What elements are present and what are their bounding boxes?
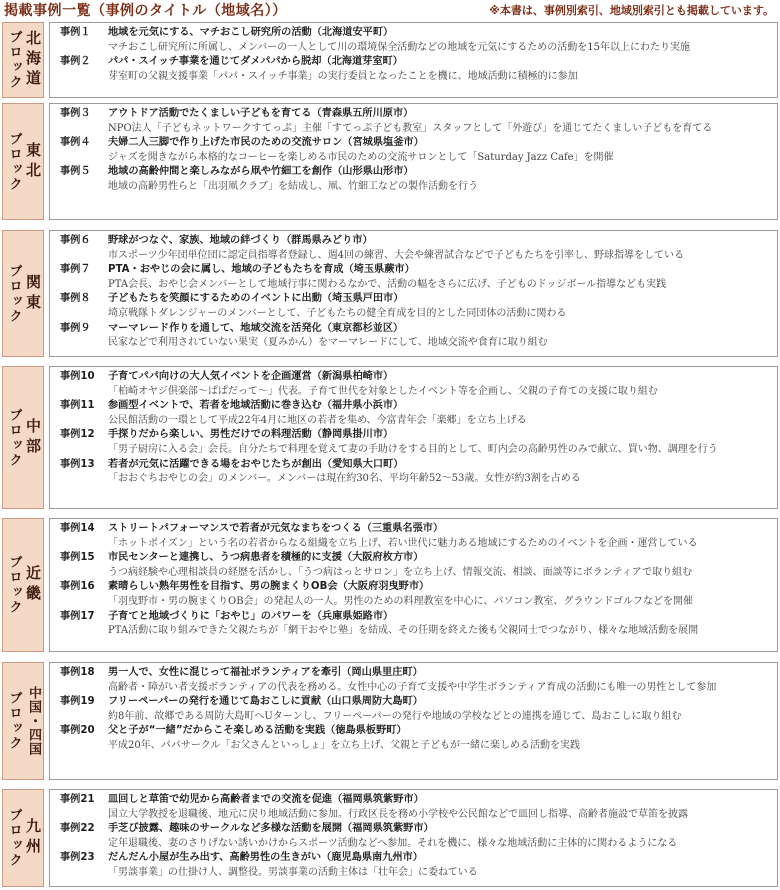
case-title: 男一人で、女性に混じって福祉ボランティアを牽引（岡山県里庄町）: [108, 667, 423, 678]
case-item: [60, 458, 773, 487]
case-heading: [60, 55, 773, 70]
case-title: ストリートパフォーマンスで若者が元気なまちをつくる（三重県名張市）: [108, 523, 444, 534]
block-region-name: 関東: [24, 273, 42, 314]
case-number: 事例20: [60, 725, 95, 737]
case-item: [60, 522, 773, 551]
case-number: 事例10: [60, 371, 95, 382]
case-number: 事例４: [60, 137, 91, 149]
case-description: 地域の高齢男性らと「出羽凧クラブ」を結成し、凧、竹細工などの製作活動を行う: [108, 180, 478, 192]
case-heading: [60, 263, 773, 278]
case-list: [49, 662, 778, 780]
case-title: 子育てと地域づくりに「おやじ」のパワーを（兵庫県姫路市）: [108, 610, 394, 622]
case-title: マーマレード作りを通して、地域交流を活発化（東京都杉並区）: [108, 322, 404, 334]
block-label-word: [5, 790, 23, 886]
block-label: [2, 518, 44, 652]
case-number: 事例１: [60, 27, 91, 38]
case-heading: [60, 458, 773, 473]
block-label-word-text: ブロック: [6, 263, 22, 324]
case-heading: [60, 724, 773, 739]
case-description: 定年退職後、妻のさりげない誘いかけからスポーツ活動などへ参加。それを機に、様々な地域活動に主体的に関わるようになる: [108, 837, 678, 849]
case-title: 夫婦二人三脚で作り上げた市民のための交流サロン（宮城県塩釜市）: [108, 137, 424, 149]
case-heading: [60, 522, 773, 537]
block-chugoku-shikoku: [2, 662, 778, 780]
block-label: [2, 366, 44, 509]
case-list: [49, 22, 778, 98]
case-description: 「柏崎オヤジ倶楽部～ぱぱだって～」代表。子育て世代を対象としたイベント等を企画し、父親の子育ての支援に取り組む: [108, 385, 658, 397]
case-number: 事例13: [60, 458, 95, 470]
case-heading: [60, 234, 773, 249]
case-description: 市スポーツ少年団単位団に認定員指導者登録し、週4回の練習、大会や練習試合などで子どもたちを引率し、野球指導をしている: [108, 249, 684, 261]
case-title: 子育てパパ向けの大人気イベントを企画運営（新潟県柏崎市）: [108, 371, 394, 382]
case-list: [49, 518, 778, 652]
case-item: [60, 428, 773, 457]
case-item: [60, 292, 773, 321]
case-item: [60, 107, 773, 136]
case-description: 芽室町の父親支援事業「パパ・スイッチ事業」の実行委員となったことを機に、地域活動に積極的に参加: [108, 70, 578, 82]
case-title: 子どもたちを笑顔にするためのイベントに出動（埼玉県戸田市）: [108, 293, 404, 305]
block-region-name: 東北: [24, 141, 42, 182]
block-label-region: [24, 104, 43, 219]
case-title: 野球がつなぐ、家族、地域の絆づくり（群馬県みどり市）: [108, 235, 373, 246]
block-label-word-text: ブロック: [6, 30, 22, 90]
block-label-word: [5, 231, 23, 356]
case-number: 事例16: [60, 581, 95, 593]
case-heading: [60, 580, 773, 595]
block-chubu: [2, 366, 778, 509]
case-title: 参画型イベントで、若者を地域活動に巻き込む（福井県小浜市）: [108, 400, 404, 412]
block-label: [2, 662, 44, 780]
block-region-name: 九州: [24, 818, 42, 858]
case-item: [60, 793, 773, 822]
case-list: [49, 366, 778, 509]
block-tohoku: [2, 103, 778, 220]
case-heading: [60, 107, 773, 122]
case-item: [60, 822, 773, 851]
case-title: だんだん小屋が生み出す、高齢男性の生きがい（鹿児島県南九州市）: [108, 852, 423, 864]
block-hokkaido: [2, 22, 778, 98]
block-label: [2, 789, 44, 887]
case-heading: [60, 822, 773, 837]
case-title: 市民センターと連携し、うつ病患者を積極的に支援（大阪府枚方市）: [108, 552, 424, 564]
case-title: パパ・スイッチ事業を通じてダメパパから脱却（北海道芽室町）: [108, 56, 403, 68]
case-title: PTA・おやじの会に属し、地域の子どもたちを育成（埼玉県蕨市）: [108, 264, 415, 276]
case-description: NPO法人「子どもネットワークすてっぷ」主催「すてっぷ子ども教室」スタッフとして「外遊び」を通じてたくましい子どもを育てる: [108, 122, 713, 134]
case-heading: [60, 793, 773, 808]
case-list: [49, 103, 778, 220]
case-title: 父と子が“一緒”だからこそ楽しめる活動を実践（徳島県板野町）: [108, 725, 407, 737]
case-title: 地域を元気にする、マチおこし研究所の活動（北海道安平町）: [108, 27, 394, 38]
case-list: [49, 789, 778, 887]
case-description: 「おおぐちおやじの会」のメンバー。メンバーは現在約30名、平均年齢52～53歳。女性が約3割を占める: [108, 473, 581, 485]
block-label-word-text: ブロック: [6, 407, 22, 468]
case-number: 事例７: [60, 264, 91, 276]
case-title: 若者が元気に活躍できる場をおやじたちが創出（愛知県大口町）: [108, 458, 404, 470]
index-note: ※本書は、事例別索引、地域別索引とも掲載しています。: [489, 4, 774, 17]
case-number: 事例６: [60, 235, 91, 246]
case-item: [60, 322, 773, 351]
case-item: [60, 580, 773, 609]
case-title: 地域の高齢仲間と楽しみながら凧や竹細工を創作（山形県山形市）: [108, 166, 414, 178]
case-heading: [60, 136, 773, 151]
case-heading: [60, 851, 773, 866]
case-number: 事例18: [60, 667, 95, 678]
case-description: 国立大学教授を退職後、地元に戻り地域活動に参加。行政区長を務め小学校や公民館などで皿回し指導、高齢者施設で草笛を披露: [108, 808, 688, 820]
case-title: 素晴らしい熟年男性を目指す、男の腕まくりOB会（大阪府羽曳野市）: [108, 581, 430, 593]
page-header: [0, 0, 780, 22]
block-region-name: 中国・四国: [26, 686, 41, 756]
case-description: PTA活動に取り組みできた父親たちが「網干おやじ塾」を結成、その任期を終えた後も父親同士でつながり、様々な地域活動を展開: [108, 625, 699, 637]
case-number: 事例21: [60, 794, 95, 805]
case-description: うつ病経験や心理相談員の経歴を活かし、「うつ病はっとサロン」を立ち上げ、情報交流、相談、面談等にボランティアで取り組む: [108, 566, 693, 578]
block-label-region: [24, 23, 43, 97]
case-title: アウトドア活動でたくましい子どもを育てる（青森県五所川原市）: [108, 108, 414, 119]
case-heading: [60, 695, 773, 710]
block-kinki: [2, 518, 778, 652]
case-item: [60, 370, 773, 399]
case-number: 事例11: [60, 400, 95, 412]
case-item: [60, 399, 773, 428]
block-label-word-text: ブロック: [6, 808, 22, 868]
block-region-name: 近畿: [24, 565, 42, 605]
block-label-word-text: ブロック: [6, 691, 22, 751]
case-item: [60, 26, 773, 55]
case-description: マチおこし研究所に所属し、メンバーの一人として川の環境保全活動などの地域を元気にするための活動を15年以上にわたり実施: [108, 41, 691, 53]
case-item: [60, 695, 773, 724]
case-description: 「羽曳野市・男の腕まくりOB会」の発起人の一人。男性のための料理教室を中心に、パソコン教室、グラウンドゴルフなどを開催: [108, 595, 693, 607]
case-description: 「男子厨房に入る会」会長。自分たちで料理を覚えて妻の手助けをする目的として、町内会の高齢男性のみで献立、買い物、調理を行う: [108, 443, 718, 455]
case-number: 事例９: [60, 322, 91, 334]
case-heading: [60, 292, 773, 307]
case-description: 民家などで利用されていない果実（夏みかん）をマーマレードにして、地域交流や食育に取り組む: [108, 337, 548, 349]
case-description: 埼京戦隊トダレンジャーのメンバーとして、子どもたちの健全育成を目的とした同団体の活動に関わる: [108, 307, 567, 319]
case-heading: [60, 165, 773, 180]
block-label-region: [24, 519, 43, 651]
case-heading: [60, 666, 773, 681]
case-heading: [60, 610, 773, 625]
block-label-region: [24, 790, 43, 886]
case-heading: [60, 399, 773, 414]
case-heading: [60, 551, 773, 566]
block-label-region: [24, 663, 43, 779]
case-description: 公民館活動の一環として平成22年4月に地区の若者を集め、今富青年会「楽郷」を立ち上げる: [108, 414, 527, 426]
case-number: 事例５: [60, 166, 91, 178]
case-number: 事例８: [60, 293, 91, 305]
block-kyushu: [2, 789, 778, 887]
case-description: PTA会長、おやじ会メンバーとして地域行事に関わるなかで、活動の幅をさらに広げ、子どものドッジボール指導なども実践: [108, 278, 667, 290]
case-heading: [60, 322, 773, 337]
case-item: [60, 551, 773, 580]
page-title: 掲載事例一覧（事例のタイトル（地域名））: [4, 3, 287, 19]
case-number: 事例23: [60, 852, 95, 864]
case-heading: [60, 26, 773, 41]
case-description: 「ホットポイズン」という名の若者からなる組織を立ち上げ、若い世代に魅力ある地域にするためのイベントを企画・運営している: [108, 537, 698, 549]
block-label: [2, 230, 44, 357]
block-label-word-text: ブロック: [6, 555, 22, 615]
case-description: 高齢者・障がい者支援ボランティアの代表を務める。女性中心の子育て支援や中学生ボランティア育成の活動にも唯一の男性として参加: [108, 681, 717, 693]
case-number: 事例14: [60, 523, 95, 534]
case-item: [60, 851, 773, 880]
block-label: [2, 103, 44, 220]
case-item: [60, 234, 773, 263]
block-label-word-text: ブロック: [6, 131, 22, 192]
case-title: 皿回しと草笛で幼児から高齢者までの交流を促進（福岡県筑紫野市）: [108, 794, 424, 805]
case-heading: [60, 428, 773, 443]
case-number: 事例15: [60, 552, 95, 564]
block-label-region: [24, 367, 43, 508]
block-label: [2, 22, 44, 98]
case-title: 手芝び披露、趣味のサークルなど多様な活動を展開（福岡県筑紫野市）: [108, 823, 434, 835]
case-number: 事例３: [60, 108, 91, 119]
case-description: 約8年前、故郷である周防大島町へUターンし、フリーペーパーの発行や地域の学校などとの連携を通じて、島おこしに取り組む: [108, 710, 682, 722]
case-description: 「男談事業」の仕掛け人、調整役。男談事業の活動主体は「壮年会」に委ねている: [108, 866, 478, 878]
case-item: [60, 666, 773, 695]
block-region-name: 中部: [24, 417, 42, 458]
block-kanto: [2, 230, 778, 357]
case-number: 事例２: [60, 56, 91, 68]
block-label-word: [5, 663, 23, 779]
case-description: ジャズを聞きながら本格的なコーヒーを楽しめる市民のための交流サロンとして「Saturday Jazz Cafe」を開催: [108, 151, 614, 163]
case-number: 事例12: [60, 429, 95, 441]
block-label-word: [5, 519, 23, 651]
case-item: [60, 724, 773, 753]
block-region-name: 北海道: [24, 30, 42, 90]
case-title: フリーペーパーの発行を通じて島おこしに貢献（山口県周防大島町）: [108, 696, 423, 708]
case-item: [60, 610, 773, 639]
block-label-region: [24, 231, 43, 356]
case-item: [60, 136, 773, 165]
block-label-word: [5, 23, 23, 97]
case-number: 事例22: [60, 823, 95, 835]
case-heading: [60, 370, 773, 385]
block-label-word: [5, 367, 23, 508]
case-description: 平成20年、パパサークル「お父さんといっしょ」を立ち上げ、父親と子どもが一緒に楽しめる活動を実践: [108, 739, 581, 751]
case-item: [60, 263, 773, 292]
case-list: [49, 230, 778, 357]
case-number: 事例19: [60, 696, 95, 708]
case-item: [60, 55, 773, 84]
block-label-word: [5, 104, 23, 219]
case-title: 手探りだから楽しい、男性だけでの料理活動（静岡県掛川市）: [108, 429, 394, 441]
case-item: [60, 165, 773, 194]
case-number: 事例17: [60, 610, 95, 622]
